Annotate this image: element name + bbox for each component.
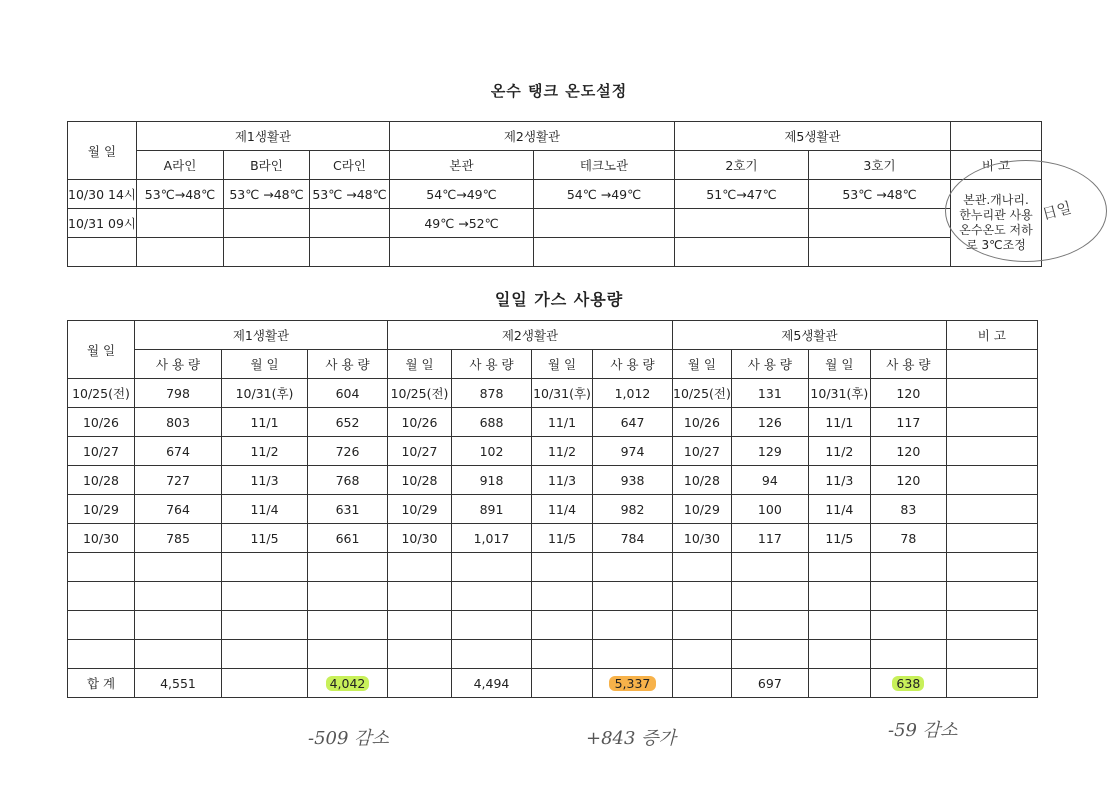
total-value: 697 bbox=[731, 669, 808, 698]
row-date: 10/25(전) bbox=[673, 379, 732, 408]
temp-cell bbox=[533, 238, 674, 267]
row-date: 10/27 bbox=[388, 437, 452, 466]
row-date: 11/1 bbox=[222, 408, 308, 437]
row-date: 10/31(후) bbox=[532, 379, 593, 408]
note-blank bbox=[946, 350, 1037, 379]
temp-cell bbox=[223, 238, 309, 267]
empty-cell bbox=[308, 640, 388, 669]
note-cell bbox=[946, 379, 1037, 408]
total-value bbox=[308, 669, 388, 698]
empty-cell bbox=[452, 640, 532, 669]
empty-cell bbox=[135, 611, 222, 640]
usage-value: 938 bbox=[593, 466, 673, 495]
row-date: 10/28 bbox=[388, 466, 452, 495]
row-date: 11/3 bbox=[532, 466, 593, 495]
initials-mark: 日일 bbox=[1040, 198, 1074, 224]
row-date: 10/30 14시 bbox=[68, 180, 137, 209]
empty-cell bbox=[388, 553, 452, 582]
row-date: 11/3 bbox=[808, 466, 870, 495]
usage-value: 120 bbox=[870, 379, 946, 408]
usage-value: 117 bbox=[731, 524, 808, 553]
empty-cell bbox=[808, 669, 870, 698]
note-cell bbox=[946, 466, 1037, 495]
empty-cell bbox=[68, 582, 135, 611]
empty-cell bbox=[452, 582, 532, 611]
temp-cell bbox=[808, 238, 950, 267]
empty-cell bbox=[388, 611, 452, 640]
empty-cell bbox=[532, 669, 593, 698]
building-header: 제5생활관 bbox=[673, 321, 947, 350]
empty-cell bbox=[808, 611, 870, 640]
usage-value: 94 bbox=[731, 466, 808, 495]
date-col-header: 월 일 bbox=[388, 350, 452, 379]
row-date: 10/29 bbox=[673, 495, 732, 524]
empty-cell bbox=[593, 582, 673, 611]
usage-value: 647 bbox=[593, 408, 673, 437]
temp-cell: 53℃ →48℃ bbox=[223, 180, 309, 209]
usage-col-header: 사 용 량 bbox=[308, 350, 388, 379]
usage-value: 785 bbox=[135, 524, 222, 553]
date-col-header: 월 일 bbox=[673, 350, 732, 379]
temp-cell: 53℃→48℃ bbox=[136, 180, 223, 209]
empty-cell bbox=[731, 553, 808, 582]
empty-cell bbox=[593, 640, 673, 669]
total-value bbox=[593, 669, 673, 698]
note-cell bbox=[946, 408, 1037, 437]
row-date: 11/1 bbox=[532, 408, 593, 437]
usage-value: 982 bbox=[593, 495, 673, 524]
date-header: 월 일 bbox=[68, 122, 137, 180]
temp-cell bbox=[223, 209, 309, 238]
row-date: 10/27 bbox=[673, 437, 732, 466]
row-date: 11/4 bbox=[532, 495, 593, 524]
temp-cell bbox=[309, 238, 389, 267]
usage-value: 688 bbox=[452, 408, 532, 437]
usage-value: 129 bbox=[731, 437, 808, 466]
line-header: 3호기 bbox=[808, 151, 950, 180]
usage-value: 100 bbox=[731, 495, 808, 524]
row-date: 10/25(전) bbox=[388, 379, 452, 408]
usage-value: 652 bbox=[308, 408, 388, 437]
row-date: 11/5 bbox=[532, 524, 593, 553]
empty-cell bbox=[532, 553, 593, 582]
row-date: 10/30 bbox=[388, 524, 452, 553]
empty-cell bbox=[68, 611, 135, 640]
usage-col-header: 사 용 량 bbox=[593, 350, 673, 379]
row-date: 11/5 bbox=[808, 524, 870, 553]
usage-value: 674 bbox=[135, 437, 222, 466]
temp-cell: 49℃ →52℃ bbox=[389, 209, 533, 238]
highlighted-total: 4,042 bbox=[326, 676, 370, 691]
row-date: 10/25(전) bbox=[68, 379, 135, 408]
row-date: 10/31(후) bbox=[808, 379, 870, 408]
tank-temperature-table bbox=[67, 121, 1042, 267]
note-circle bbox=[945, 160, 1107, 262]
row-date: 10/26 bbox=[388, 408, 452, 437]
usage-value: 1,012 bbox=[593, 379, 673, 408]
temp-cell bbox=[389, 238, 533, 267]
empty-cell bbox=[673, 669, 732, 698]
empty-cell bbox=[222, 669, 308, 698]
total-value: 4,494 bbox=[452, 669, 532, 698]
row-date: 10/26 bbox=[673, 408, 732, 437]
empty-cell bbox=[946, 669, 1037, 698]
usage-value: 974 bbox=[593, 437, 673, 466]
note-header: 비 고 bbox=[946, 321, 1037, 350]
usage-value: 83 bbox=[870, 495, 946, 524]
row-date: 11/2 bbox=[532, 437, 593, 466]
empty-cell bbox=[946, 553, 1037, 582]
empty-cell bbox=[68, 553, 135, 582]
usage-col-header: 사 용 량 bbox=[731, 350, 808, 379]
empty-cell bbox=[308, 611, 388, 640]
usage-value: 784 bbox=[593, 524, 673, 553]
line-header: 테크노관 bbox=[533, 151, 674, 180]
empty-cell bbox=[731, 611, 808, 640]
gas-title: 일일 가스 사용량 bbox=[494, 290, 624, 309]
usage-value: 764 bbox=[135, 495, 222, 524]
empty-cell bbox=[870, 611, 946, 640]
usage-value: 798 bbox=[135, 379, 222, 408]
row-date: 11/1 bbox=[808, 408, 870, 437]
temp-cell bbox=[136, 209, 223, 238]
note-header-blank bbox=[950, 122, 1041, 151]
row-date: 11/5 bbox=[222, 524, 308, 553]
total-value bbox=[870, 669, 946, 698]
empty-cell bbox=[388, 669, 452, 698]
temp-cell: 53℃ →48℃ bbox=[309, 180, 389, 209]
row-date: 10/31 09시 bbox=[68, 209, 137, 238]
tank-title: 온수 탱크 온도설정 bbox=[490, 82, 628, 100]
empty-cell bbox=[135, 582, 222, 611]
row-date: 10/27 bbox=[68, 437, 135, 466]
building-header: 제2생활관 bbox=[389, 122, 674, 151]
usage-value: 78 bbox=[870, 524, 946, 553]
building-header: 제5생활관 bbox=[674, 122, 950, 151]
row-date bbox=[68, 238, 137, 267]
empty-cell bbox=[731, 640, 808, 669]
temp-cell bbox=[533, 209, 674, 238]
empty-cell bbox=[870, 582, 946, 611]
row-date: 11/2 bbox=[808, 437, 870, 466]
usage-value: 631 bbox=[308, 495, 388, 524]
empty-cell bbox=[870, 553, 946, 582]
usage-value: 117 bbox=[870, 408, 946, 437]
empty-cell bbox=[222, 640, 308, 669]
building-header: 제2생활관 bbox=[388, 321, 673, 350]
temp-cell bbox=[674, 209, 808, 238]
note-cell bbox=[946, 524, 1037, 553]
usage-value: 803 bbox=[135, 408, 222, 437]
line-header: 2호기 bbox=[674, 151, 808, 180]
empty-cell bbox=[673, 611, 732, 640]
usage-value: 891 bbox=[452, 495, 532, 524]
usage-value: 661 bbox=[308, 524, 388, 553]
empty-cell bbox=[808, 640, 870, 669]
empty-cell bbox=[532, 611, 593, 640]
empty-cell bbox=[532, 582, 593, 611]
handwritten-b5-note: -59 감소 bbox=[888, 720, 958, 741]
empty-cell bbox=[731, 582, 808, 611]
note-cell bbox=[946, 495, 1037, 524]
usage-value: 131 bbox=[731, 379, 808, 408]
note-header: 비 고 bbox=[950, 151, 1041, 180]
temp-cell bbox=[136, 238, 223, 267]
line-header: B라인 bbox=[223, 151, 309, 180]
temp-cell: 51℃→47℃ bbox=[674, 180, 808, 209]
total-label: 합 계 bbox=[68, 669, 135, 698]
note-cell bbox=[946, 437, 1037, 466]
temp-cell: 54℃ →49℃ bbox=[533, 180, 674, 209]
row-date: 10/30 bbox=[673, 524, 732, 553]
temp-cell bbox=[309, 209, 389, 238]
empty-cell bbox=[593, 611, 673, 640]
row-date: 11/4 bbox=[808, 495, 870, 524]
temp-cell bbox=[808, 209, 950, 238]
empty-cell bbox=[532, 640, 593, 669]
usage-value: 120 bbox=[870, 437, 946, 466]
empty-cell bbox=[673, 553, 732, 582]
handwritten-b1-note: -509 감소 bbox=[308, 728, 389, 749]
row-date: 11/3 bbox=[222, 466, 308, 495]
usage-value: 604 bbox=[308, 379, 388, 408]
usage-value: 1,017 bbox=[452, 524, 532, 553]
usage-value: 727 bbox=[135, 466, 222, 495]
usage-value: 102 bbox=[452, 437, 532, 466]
line-header: A라인 bbox=[136, 151, 223, 180]
highlighted-total: 5,337 bbox=[609, 676, 657, 691]
date-header: 월 일 bbox=[68, 321, 135, 379]
temp-cell bbox=[674, 238, 808, 267]
note-cell: 본관.개나리. 한누리관 사용 온수온도 저하 로 3℃조정 bbox=[950, 180, 1041, 267]
empty-cell bbox=[593, 553, 673, 582]
empty-cell bbox=[308, 582, 388, 611]
empty-cell bbox=[222, 553, 308, 582]
date-col-header: 월 일 bbox=[222, 350, 308, 379]
usage-col-header: 사 용 량 bbox=[452, 350, 532, 379]
empty-cell bbox=[222, 582, 308, 611]
empty-cell bbox=[673, 582, 732, 611]
temp-cell: 54℃→49℃ bbox=[389, 180, 533, 209]
usage-value: 918 bbox=[452, 466, 532, 495]
usage-col-header: 사 용 량 bbox=[135, 350, 222, 379]
gas-usage-table bbox=[67, 320, 1038, 698]
usage-col-header: 사 용 량 bbox=[870, 350, 946, 379]
row-date: 10/28 bbox=[673, 466, 732, 495]
usage-value: 126 bbox=[731, 408, 808, 437]
usage-value: 726 bbox=[308, 437, 388, 466]
row-date: 10/29 bbox=[68, 495, 135, 524]
empty-cell bbox=[452, 553, 532, 582]
row-date: 10/30 bbox=[68, 524, 135, 553]
highlighted-total: 638 bbox=[892, 676, 924, 691]
usage-value: 768 bbox=[308, 466, 388, 495]
empty-cell bbox=[452, 611, 532, 640]
empty-cell bbox=[222, 611, 308, 640]
total-value: 4,551 bbox=[135, 669, 222, 698]
empty-cell bbox=[135, 640, 222, 669]
building-header: 제1생활관 bbox=[135, 321, 388, 350]
empty-cell bbox=[870, 640, 946, 669]
empty-cell bbox=[308, 553, 388, 582]
empty-cell bbox=[388, 582, 452, 611]
row-date: 11/2 bbox=[222, 437, 308, 466]
row-date: 10/31(후) bbox=[222, 379, 308, 408]
building-header: 제1생활관 bbox=[136, 122, 389, 151]
row-date: 10/28 bbox=[68, 466, 135, 495]
row-date: 10/26 bbox=[68, 408, 135, 437]
empty-cell bbox=[135, 553, 222, 582]
temp-cell: 53℃ →48℃ bbox=[808, 180, 950, 209]
row-date: 11/4 bbox=[222, 495, 308, 524]
empty-cell bbox=[808, 553, 870, 582]
line-header: C라인 bbox=[309, 151, 389, 180]
usage-value: 120 bbox=[870, 466, 946, 495]
line-header: 본관 bbox=[389, 151, 533, 180]
date-col-header: 월 일 bbox=[808, 350, 870, 379]
empty-cell bbox=[673, 640, 732, 669]
date-col-header: 월 일 bbox=[532, 350, 593, 379]
usage-value: 878 bbox=[452, 379, 532, 408]
empty-cell bbox=[946, 640, 1037, 669]
empty-cell bbox=[388, 640, 452, 669]
empty-cell bbox=[946, 582, 1037, 611]
row-date: 10/29 bbox=[388, 495, 452, 524]
empty-cell bbox=[808, 582, 870, 611]
empty-cell bbox=[946, 611, 1037, 640]
handwritten-b2-note: +843 증가 bbox=[586, 728, 676, 749]
empty-cell bbox=[68, 640, 135, 669]
